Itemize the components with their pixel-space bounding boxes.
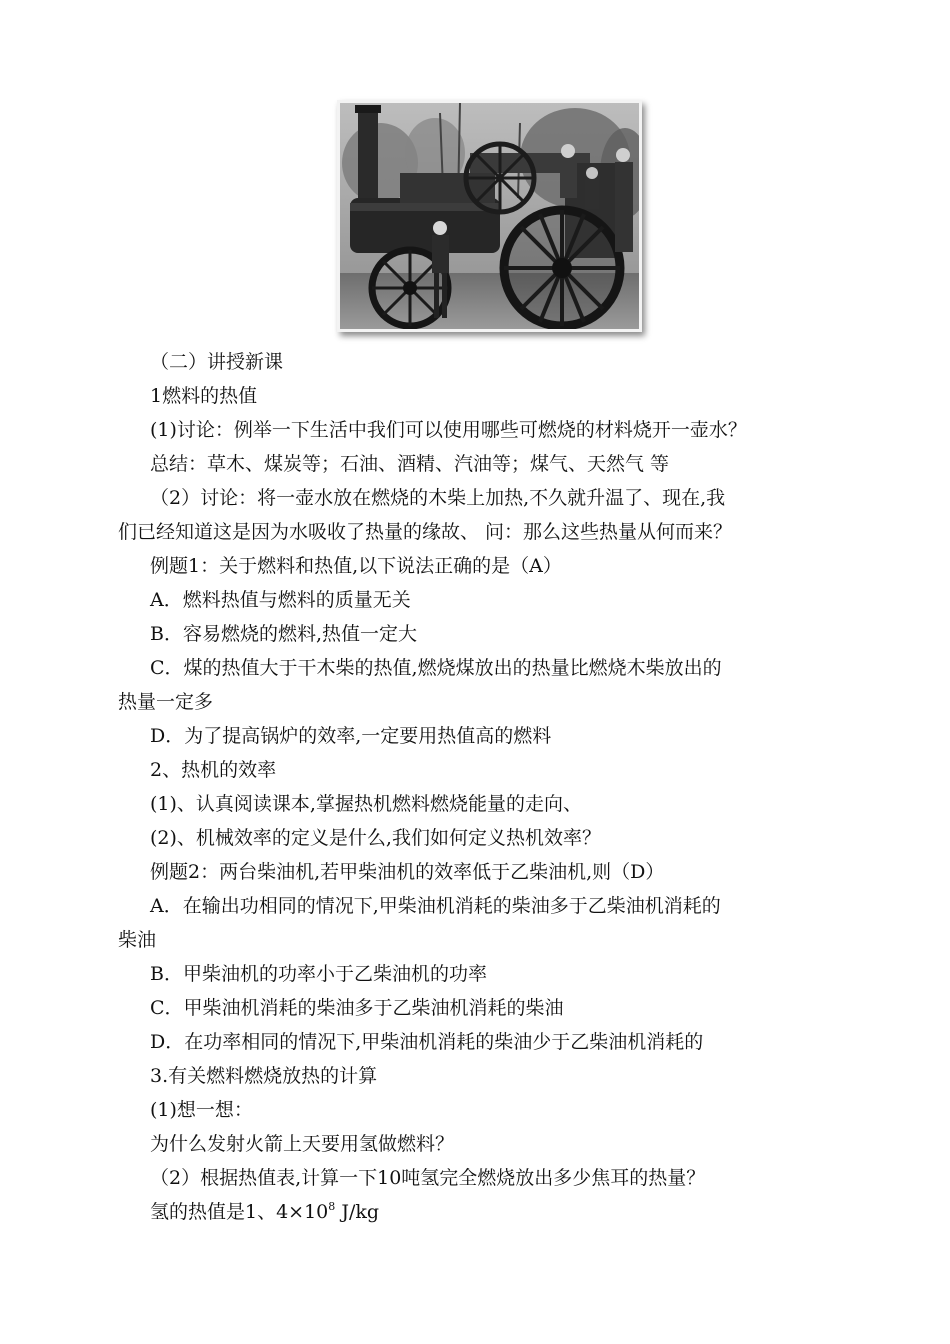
example-question: 例题1：关于燃料和热值,以下说法正确的是（A） [150,555,562,577]
option-line: C．甲柴油机消耗的柴油多于乙柴油机消耗的柴油 [150,997,564,1019]
paragraph-line: (2)、机械效率的定义是什么,我们如何定义热机效率？ [150,827,601,849]
photo-frame [337,100,642,332]
paragraph-line: （2）根据热值表,计算一下10吨氢完全燃烧放出多少焦耳的热量？ [150,1167,706,1189]
example-question: 例题2：两台柴油机,若甲柴油机的效率低于乙柴油机,则（D） [150,861,665,883]
subsection-heading: 3.有关燃料燃烧放热的计算 [150,1065,378,1087]
paragraph-line: （2）讨论：将一壶水放在燃烧的木柴上加热,不久就升温了、现在,我 [150,487,726,509]
subsection-heading: 2、热机的效率 [150,759,277,781]
paragraph-line: 总结：草木、煤炭等；石油、酒精、汽油等；煤气、天然气 等 [150,453,670,475]
paragraph-line: (1)讨论：例举一下生活中我们可以使用哪些可燃烧的材料烧开一壶水？ [150,419,747,441]
option-line: B．容易燃烧的燃料,热值一定大 [150,623,418,645]
option-line: D．在功率相同的情况下,甲柴油机消耗的柴油少于乙柴油机消耗的 [150,1031,704,1053]
paragraph-line: 为什么发射火箭上天要用氢做燃料？ [150,1133,455,1155]
document-body [118,345,838,1229]
subsection-heading: 1燃料的热值 [150,385,258,407]
option-line: A．燃料热值与燃料的质量无关 [150,589,411,611]
option-line: D．为了提高锅炉的效率,一定要用热值高的燃料 [150,725,552,747]
paragraph-line: 们已经知道这是因为水吸收了热量的缘故、 问：那么这些热量从何而来？ [118,521,733,543]
formula-prefix: 氢的热值是1、4×10 [150,1201,329,1223]
steam-traction-engine-photo [340,103,639,329]
option-line: 热量一定多 [118,691,214,713]
option-line: B．甲柴油机的功率小于乙柴油机的功率 [150,963,487,985]
formula-exponent: 8 [328,1200,336,1213]
option-line: A．在输出功相同的情况下,甲柴油机消耗的柴油多于乙柴油机消耗的 [150,895,721,917]
option-line: C．煤的热值大于干木柴的热值,燃烧煤放出的热量比燃烧木柴放出的 [150,657,722,679]
paragraph-line: (1)、认真阅读课本,掌握热机燃料燃烧能量的走向、 [150,793,582,815]
formula-line [118,1195,838,1229]
formula-unit: J/kg [335,1201,380,1223]
paragraph-line: (1)想一想： [150,1099,253,1121]
section-heading: （二）讲授新课 [150,351,284,373]
option-line: 柴油 [118,929,157,951]
